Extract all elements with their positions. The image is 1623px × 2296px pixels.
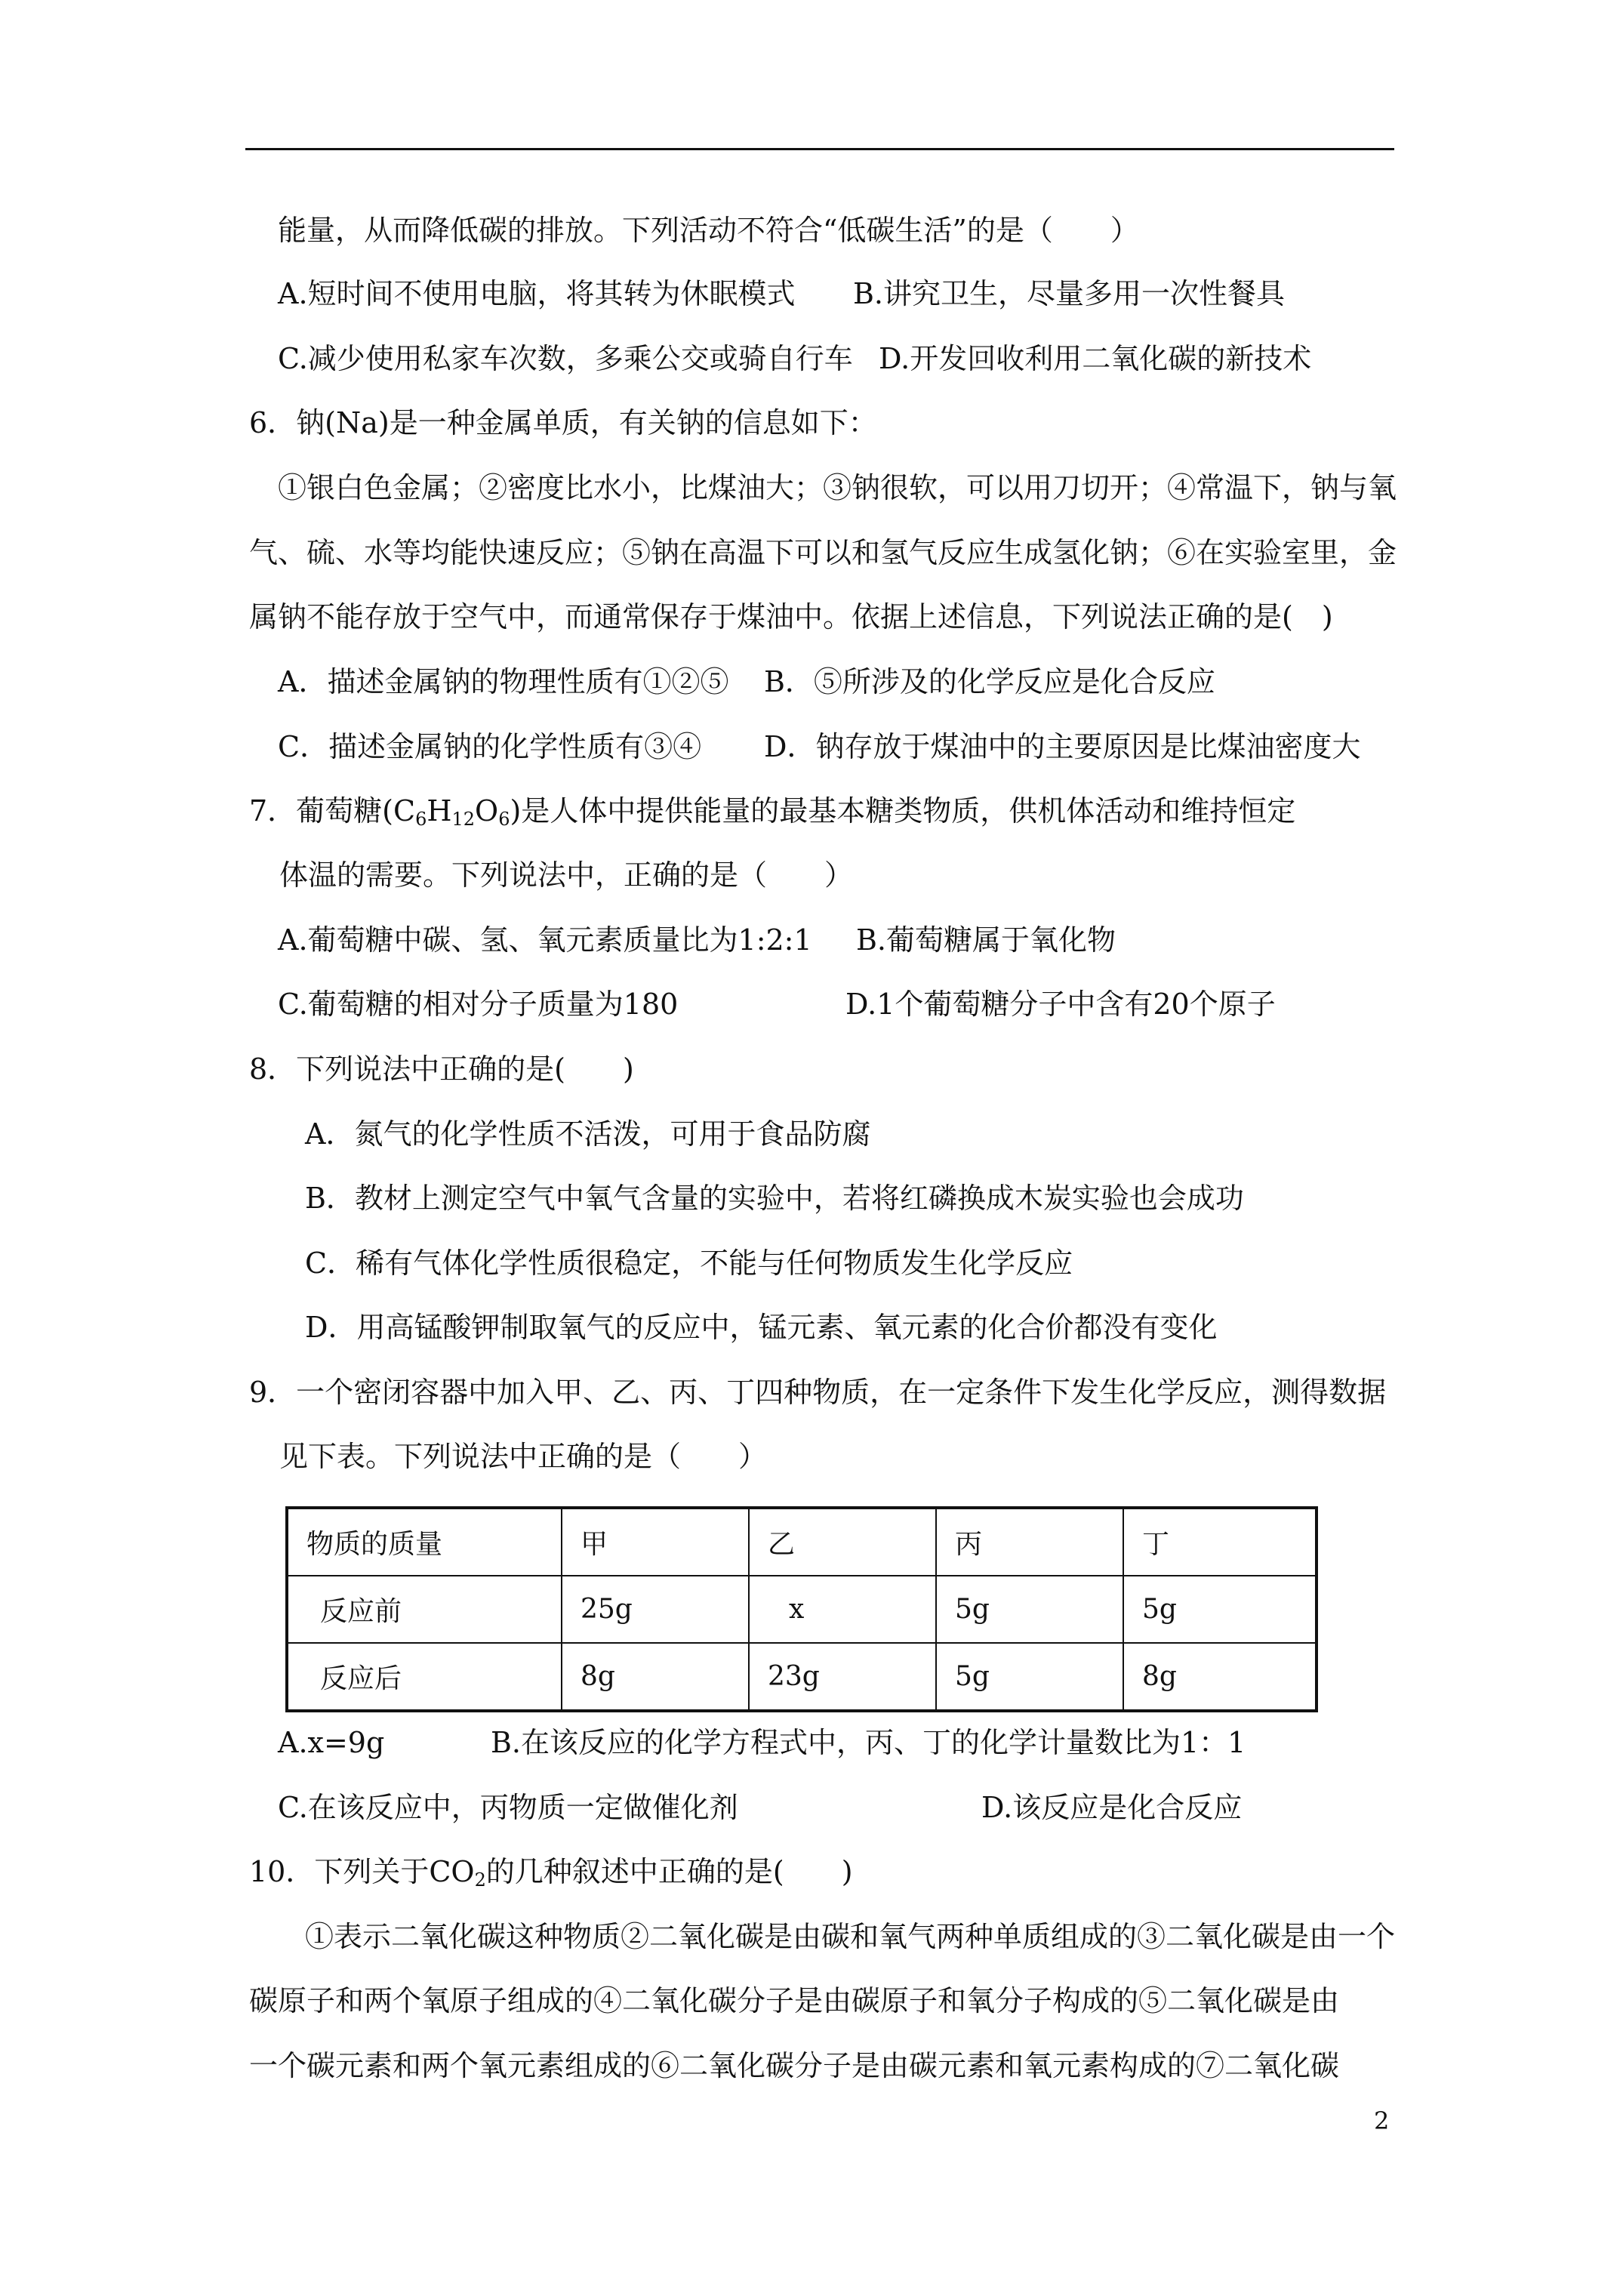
table-header-cell: 甲 <box>562 1508 749 1576</box>
q7-option-b: B.葡萄糖属于氧化物 <box>856 923 1116 957</box>
q6-stem: 6．钠(Na)是一种金属单质，有关钠的信息如下： <box>249 406 877 439</box>
table-header-cell: 丙 <box>936 1508 1123 1576</box>
table-header-cell: 物质的质量 <box>287 1508 562 1576</box>
q9-option-d: D.该反应是化合反应 <box>981 1791 1243 1824</box>
table-cell: 25g <box>562 1576 749 1643</box>
q5-option-c: C.减少使用私家车次数，多乘公交或骑自行车 <box>278 342 853 375</box>
q7-option-d: D.1个葡萄糖分子中含有20个原子 <box>845 988 1276 1021</box>
mass-data-table <box>285 1506 1318 1712</box>
q5-option-d: D.开发回收利用二氧化碳的新技术 <box>879 342 1312 375</box>
q7-stem-line-2: 体温的需要。下列说法中，正确的是（ ） <box>279 858 854 892</box>
q5-option-a: A.短时间不使用电脑，将其转为休眠模式 <box>278 277 796 310</box>
table-row <box>287 1643 1317 1711</box>
q6-option-a: A．描述金属钠的物理性质有①②⑤ <box>278 665 729 698</box>
header-rule <box>245 148 1394 150</box>
q7-option-a: A.葡萄糖中碳、氢、氧元素质量比为1:2:1 <box>278 923 812 957</box>
table-cell: 5g <box>936 1576 1123 1643</box>
table-cell: 反应前 <box>287 1576 562 1643</box>
q9-stem-line-2: 见下表。下列说法中正确的是（ ） <box>279 1440 768 1473</box>
table-header-row <box>287 1508 1317 1576</box>
table-row <box>287 1576 1317 1643</box>
q7-stem: 7．葡萄糖$(C_6H_{12}O_6)$是人体中提供能量的最基本糖类物质，供机体活动和维持恒定 <box>249 794 1296 830</box>
q9-option-a: A.x=9g <box>278 1726 385 1759</box>
q8-stem: 8．下列说法中正确的是( ) <box>249 1052 634 1086</box>
q9-option-c: C.在该反应中，丙物质一定做催化剂 <box>278 1791 738 1824</box>
q8-option-b: B．教材上测定空气中氧气含量的实验中，若将红磷换成木炭实验也会成功 <box>305 1182 1244 1215</box>
table-cell: x <box>749 1576 936 1643</box>
q9-option-b: B.在该反应的化学方程式中，丙、丁的化学计量数比为1：1 <box>491 1726 1246 1759</box>
q6-info-line-3: 属钠不能存放于空气中，而通常保存于煤油中。依据上述信息，下列说法正确的是( ) <box>249 600 1333 633</box>
table-cell: 8g <box>1123 1643 1317 1711</box>
q6-option-c: C．描述金属钠的化学性质有③④ <box>278 730 702 763</box>
q5-option-b: B.讲究卫生，尽量多用一次性餐具 <box>853 277 1286 310</box>
table-cell: 23g <box>749 1643 936 1711</box>
q6-info-line-2: 气、硫、水等均能快速反应；⑤钠在高温下可以和氢气反应生成氢化钠；⑥在实验室里，金 <box>249 536 1397 569</box>
table-cell: 8g <box>562 1643 749 1711</box>
table-header-cell: 丁 <box>1123 1508 1317 1576</box>
q5-stem-continuation: 能量，从而降低碳的排放。下列活动不符合“低碳生活”的是（ ） <box>278 214 1139 247</box>
table-cell: 反应后 <box>287 1643 562 1711</box>
q8-option-d: D．用高锰酸钾制取氧气的反应中，锰元素、氧元素的化合价都没有变化 <box>305 1311 1218 1344</box>
q7-option-c: C.葡萄糖的相对分子质量为180 <box>278 988 679 1021</box>
q6-info-line-1: ①银白色金属；②密度比水小，比煤油大；③钠很软，可以用刀切开；④常温下，钠与氧 <box>278 471 1397 504</box>
q10-statement-line-2: 碳原子和两个氧原子组成的④二氧化碳分子是由碳原子和氧分子构成的⑤二氧化碳是由 <box>249 1984 1340 2017</box>
q9-stem-line-1: 9．一个密闭容器中加入甲、乙、丙、丁四种物质，在一定条件下发生化学反应，测得数据 <box>249 1376 1387 1409</box>
q10-stem: 10．下列关于$CO_2$的几种叙述中正确的是( ) <box>249 1855 853 1891</box>
table-header-cell: 乙 <box>749 1508 936 1576</box>
q6-option-d: D．钠存放于煤油中的主要原因是比煤油密度大 <box>764 730 1361 763</box>
page-number: 2 <box>1374 2106 1390 2135</box>
q8-option-a: A．氮气的化学性质不活泼，可用于食品防腐 <box>305 1117 871 1151</box>
table-cell: 5g <box>1123 1576 1317 1643</box>
table-cell: 5g <box>936 1643 1123 1711</box>
q8-option-c: C．稀有气体化学性质很稳定，不能与任何物质发生化学反应 <box>305 1247 1073 1280</box>
q10-statement-line-3: 一个碳元素和两个氧元素组成的⑥二氧化碳分子是由碳元素和氧元素构成的⑦二氧化碳 <box>249 2049 1340 2082</box>
q10-statement-line-1: ①表示二氧化碳这种物质②二氧化碳是由碳和氧气两种单质组成的③二氧化碳是由一个 <box>305 1920 1396 1953</box>
q6-option-b: B．⑤所涉及的化学反应是化合反应 <box>764 665 1215 698</box>
